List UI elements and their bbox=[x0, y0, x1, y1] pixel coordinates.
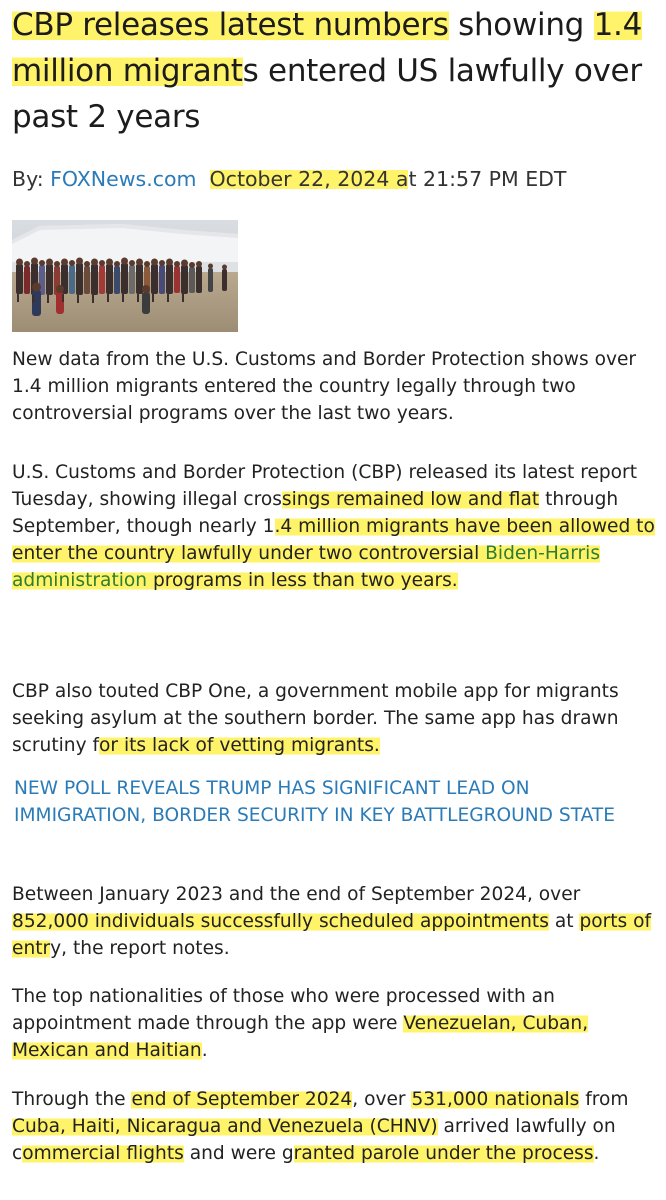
headline-text-1: showing bbox=[448, 7, 594, 43]
paragraph-5-highlight-1: Venezuelan, Cuban, Mexican and Haitian bbox=[12, 1013, 589, 1061]
paragraph-1-text: New data from the U.S. Customs and Border Protection shows over 1.4 million migrants entered the country legally through two controversial programs over the last two years. bbox=[12, 349, 637, 424]
migrants-line-photo-icon bbox=[12, 220, 238, 332]
byline-source-link[interactable]: FOXNews.com bbox=[50, 167, 197, 191]
paragraph-6-text-5: and were g bbox=[183, 1143, 294, 1164]
paragraph-3-highlight-1: or its lack of vetting migrants. bbox=[99, 735, 380, 756]
paragraph-6-text-4: arrived lawfully on c bbox=[12, 1116, 616, 1164]
paragraph-6-text-6: . bbox=[593, 1143, 600, 1164]
paragraph-4-highlight-1: 852,000 individuals successfully scheduled appointments bbox=[12, 911, 549, 932]
paragraph-6-highlight-5: ranted parole under the process bbox=[293, 1143, 594, 1164]
paragraph-6-highlight-1: end of September 2024 bbox=[131, 1089, 353, 1110]
paragraph-2-text-2: through September, though nearly 1 bbox=[12, 489, 619, 537]
paragraph-4-highlight-2: ports of entr bbox=[12, 911, 652, 959]
paragraph-6-text-1: Through the bbox=[12, 1089, 132, 1110]
headline-text-2: s entered US lawfully over past 2 years bbox=[12, 53, 642, 135]
paragraph-2-highlight-2: .4 million migrants have been allowed to enter the country lawfully under two controversial bbox=[12, 516, 655, 564]
paragraph-4-text-2: at bbox=[548, 911, 580, 932]
byline-date: October 22, 2024 a bbox=[209, 167, 409, 191]
paragraph-4-text-1: Between January 2023 and the end of September 2024, over bbox=[12, 884, 581, 905]
paragraph-6-highlight-4: ommercial flights bbox=[22, 1143, 184, 1164]
paragraph-2-highlight-1: sings remained low and flat bbox=[281, 489, 540, 510]
paragraph-6-highlight-3: Cuba, Haiti, Nicaragua and Venezuela (CHNV) bbox=[12, 1116, 438, 1137]
paragraph-3 bbox=[12, 678, 660, 759]
biden-harris-administration-link[interactable]: Biden-Harris administration bbox=[12, 543, 601, 591]
paragraph-3-text-1: CBP also touted CBP One, a government mobile app for migrants seeking asylum at the southern border. The same app has drawn scrutiny f bbox=[12, 681, 619, 756]
paragraph-2-text-1: U.S. Customs and Border Protection (CBP) released its latest report Tuesday, showing illegal cros bbox=[12, 462, 637, 510]
byline-spacer bbox=[197, 167, 210, 191]
byline-prefix: By: bbox=[12, 167, 51, 191]
paragraph-2-highlight-3: programs in less than two years. bbox=[147, 570, 458, 591]
paragraph-5-text-1: The top nationalities of those who were processed with an appointment made through the app were bbox=[12, 986, 555, 1034]
paragraph-6-highlight-2: 531,000 nationals bbox=[411, 1089, 580, 1110]
headline-highlight-1: CBP releases latest numbers bbox=[12, 7, 449, 43]
article-byline bbox=[12, 164, 566, 194]
byline-time: t 21:57 PM EDT bbox=[408, 167, 567, 191]
paragraph-6-text-3: from bbox=[579, 1089, 629, 1110]
headline-highlight-2: 1.4 million migrant bbox=[12, 7, 643, 89]
new-poll-link[interactable]: NEW POLL REVEALS TRUMP HAS SIGNIFICANT LEAD ON IMMIGRATION, BORDER SECURITY IN KEY BATTLEGROUND STATE bbox=[14, 778, 616, 826]
paragraph-4 bbox=[12, 881, 660, 962]
paragraph-6-text-2: , over bbox=[352, 1089, 412, 1110]
paragraph-5 bbox=[12, 983, 660, 1064]
article-headline bbox=[12, 2, 662, 140]
paragraph-6 bbox=[12, 1086, 660, 1167]
paragraph-4-text-3: y, the report notes. bbox=[50, 938, 230, 959]
paragraph-1 bbox=[12, 346, 660, 427]
paragraph-5-text-2: . bbox=[201, 1040, 208, 1061]
article-photo bbox=[12, 220, 238, 332]
paragraph-2 bbox=[12, 459, 660, 594]
